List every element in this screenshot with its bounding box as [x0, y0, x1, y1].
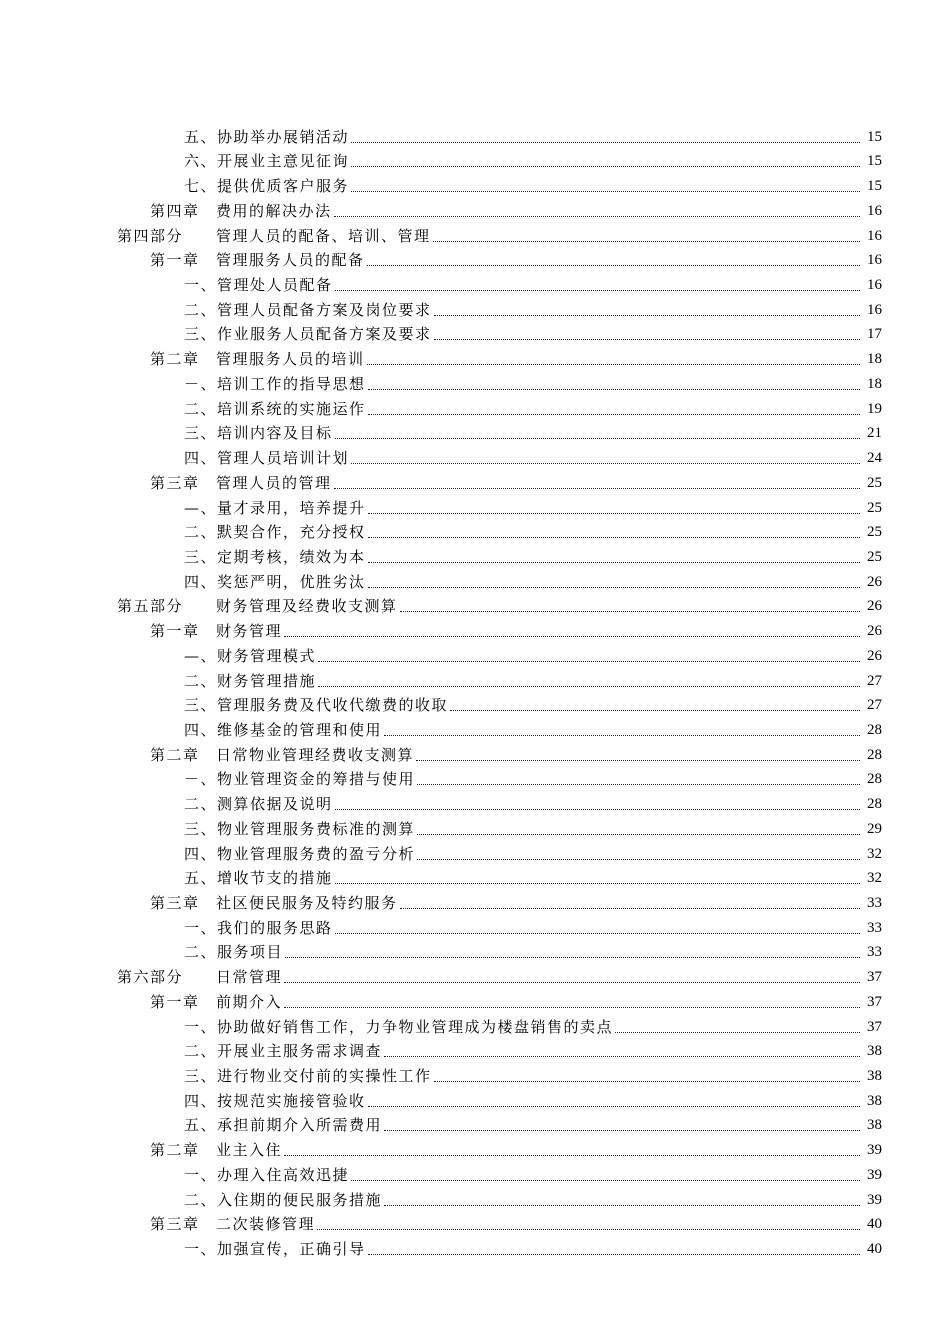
toc-section-entry[interactable] — [0, 813, 950, 838]
toc-entry-title: 四、按规范实施接管验收 — [184, 1091, 366, 1110]
toc-entry-title: 第一章 管理服务人员的配备 — [150, 251, 365, 270]
dot-leader — [384, 1120, 860, 1131]
toc-entry-title: 一、办理入住高效迅捷 — [184, 1165, 350, 1184]
dot-leader — [416, 750, 860, 761]
dot-leader — [351, 181, 860, 192]
toc-entry-title: 二、测算依据及说明 — [184, 795, 333, 814]
toc-section-entry[interactable] — [0, 393, 950, 418]
toc-section-entry[interactable] — [0, 146, 950, 171]
toc-entry-page-number: 39 — [867, 1166, 882, 1183]
dot-leader — [335, 428, 860, 439]
toc-entry-page-number: 18 — [867, 375, 882, 392]
toc-entry-title: 三、管理服务费及代收代缴费的收取 — [184, 696, 449, 715]
toc-part-entry[interactable] — [0, 591, 950, 616]
toc-entry-page-number: 17 — [867, 326, 882, 343]
dot-leader — [417, 849, 860, 860]
toc-chapter-entry[interactable] — [0, 467, 950, 492]
toc-entry-title: 第二章 业主入住 — [150, 1141, 283, 1160]
toc-entry-page-number: 16 — [867, 252, 882, 269]
dot-leader — [334, 478, 860, 489]
toc-entry-page-number: 27 — [867, 697, 882, 714]
toc-entry-title: 四、奖惩严明，优胜劣汰 — [184, 572, 366, 591]
toc-entry-title: 第六部分 日常管理 — [117, 968, 283, 987]
dot-leader — [434, 329, 860, 340]
toc-section-entry[interactable] — [0, 492, 950, 517]
toc-entry-page-number: 16 — [867, 301, 882, 318]
toc-entry-page-number: 25 — [867, 548, 882, 565]
dot-leader — [384, 725, 860, 736]
toc-entry-title: 三、进行物业交付前的实操性工作 — [184, 1067, 432, 1086]
toc-chapter-entry[interactable] — [0, 887, 950, 912]
toc-section-entry[interactable] — [0, 170, 950, 195]
dot-leader — [318, 651, 860, 662]
dot-leader — [450, 700, 860, 711]
toc-section-entry[interactable] — [0, 566, 950, 591]
dot-leader — [335, 923, 860, 934]
toc-entry-title: 三、物业管理服务费标准的测算 — [184, 819, 416, 838]
toc-entry-title: 二、默契合作，充分授权 — [184, 523, 366, 542]
toc-entry-page-number: 29 — [867, 820, 882, 837]
toc-section-entry[interactable] — [0, 714, 950, 739]
toc-entry-title: —、财务管理模式 — [184, 646, 317, 665]
toc-section-entry[interactable] — [0, 1011, 950, 1036]
dot-leader — [400, 601, 860, 612]
toc-entry-page-number: 24 — [867, 450, 882, 467]
toc-chapter-entry[interactable] — [0, 739, 950, 764]
dot-leader — [351, 132, 860, 143]
toc-entry-page-number: 38 — [867, 1043, 882, 1060]
toc-entry-title: —、量才录用，培养提升 — [184, 498, 366, 517]
dot-leader — [367, 255, 860, 266]
toc-entry-page-number: 26 — [867, 647, 882, 664]
toc-entry-title: 第一章 前期介入 — [150, 992, 283, 1011]
toc-entry-title: 第二章 管理服务人员的培训 — [150, 350, 365, 369]
toc-section-entry[interactable] — [0, 863, 950, 888]
dot-leader — [317, 1219, 860, 1230]
toc-entry-page-number: 28 — [867, 771, 882, 788]
toc-entry-page-number: 25 — [867, 499, 882, 516]
toc-entry-title: 第一章 财务管理 — [150, 622, 283, 641]
toc-entry-title: 第三章 管理人员的管理 — [150, 473, 332, 492]
toc-section-entry[interactable] — [0, 319, 950, 344]
dot-leader — [368, 527, 860, 538]
toc-section-entry[interactable] — [0, 1159, 950, 1184]
toc-chapter-entry[interactable] — [0, 615, 950, 640]
toc-entry-title: 五、承担前期介入所需费用 — [184, 1116, 383, 1135]
toc-entry-title: 二、服务项目 — [184, 943, 284, 962]
toc-entry-title: 五、增收节支的措施 — [184, 869, 333, 888]
toc-section-entry[interactable] — [0, 1184, 950, 1209]
toc-section-entry[interactable] — [0, 640, 950, 665]
toc-chapter-entry[interactable] — [0, 245, 950, 270]
toc-entry-page-number: 38 — [867, 1068, 882, 1085]
toc-entry-title: 一、加强宣传，正确引导 — [184, 1240, 366, 1259]
dot-leader — [284, 626, 860, 637]
dot-leader — [433, 231, 860, 242]
toc-entry-title: 一、协助做好销售工作，力争物业管理成为楼盘销售的卖点 — [184, 1017, 614, 1036]
toc-entry-page-number: 37 — [867, 969, 882, 986]
dot-leader — [284, 972, 860, 983]
toc-entry-title: 一、管理处人员配备 — [184, 276, 333, 295]
toc-entry-page-number: 40 — [867, 1216, 882, 1233]
toc-entry-title: 第二章 日常物业管理经费收支测算 — [150, 745, 415, 764]
toc-entry-page-number: 15 — [867, 178, 882, 195]
dot-leader — [284, 1145, 860, 1156]
dot-leader — [400, 898, 860, 909]
toc-entry-title: 七、提供优质客户服务 — [184, 177, 350, 196]
dot-leader — [384, 1046, 860, 1057]
toc-chapter-entry[interactable] — [0, 1209, 950, 1234]
toc-entry-page-number: 32 — [867, 870, 882, 887]
toc-entry-title: 二、开展业主服务需求调查 — [184, 1042, 383, 1061]
toc-section-entry[interactable] — [0, 418, 950, 443]
toc-entry-title: 三、定期考核，绩效为本 — [184, 547, 366, 566]
toc-entry-title: 五、协助举办展销活动 — [184, 127, 350, 146]
dot-leader — [368, 1244, 860, 1255]
toc-entry-title: 四、物业管理服务费的盈亏分析 — [184, 844, 416, 863]
toc-entry-title: －、培训工作的指导思想 — [184, 374, 366, 393]
toc-section-entry[interactable] — [0, 788, 950, 813]
dot-leader — [335, 280, 860, 291]
toc-entry-page-number: 21 — [867, 425, 882, 442]
toc-chapter-entry[interactable] — [0, 195, 950, 220]
toc-entry-title: 第四部分 管理人员的配备、培训、管理 — [117, 226, 431, 245]
toc-entry-page-number: 37 — [867, 993, 882, 1010]
toc-entry-page-number: 18 — [867, 351, 882, 368]
dot-leader — [334, 206, 860, 217]
dot-leader — [285, 947, 860, 958]
toc-entry-page-number: 32 — [867, 845, 882, 862]
toc-entry-page-number: 38 — [867, 1092, 882, 1109]
toc-entry-title: 第五部分 财务管理及经费收支测算 — [117, 597, 398, 616]
toc-part-entry[interactable] — [0, 961, 950, 986]
dot-leader — [284, 997, 860, 1008]
toc-entry-page-number: 28 — [867, 721, 882, 738]
toc-section-entry[interactable] — [0, 1036, 950, 1061]
toc-entry-page-number: 26 — [867, 573, 882, 590]
toc-entry-title: 二、入住期的便民服务措施 — [184, 1190, 383, 1209]
toc-entry-title: 六、开展业主意见征询 — [184, 152, 350, 171]
toc-section-entry[interactable] — [0, 937, 950, 962]
toc-section-entry[interactable] — [0, 912, 950, 937]
toc-entry-page-number: 26 — [867, 598, 882, 615]
toc-entry-page-number: 40 — [867, 1241, 882, 1258]
toc-entry-title: 二、财务管理措施 — [184, 671, 317, 690]
toc-entry-title: 三、培训内容及目标 — [184, 424, 333, 443]
toc-entry-title: 四、管理人员培训计划 — [184, 449, 350, 468]
dot-leader — [417, 774, 860, 785]
table-of-contents — [0, 121, 950, 1258]
toc-section-entry[interactable] — [0, 665, 950, 690]
toc-section-entry[interactable] — [0, 1060, 950, 1085]
toc-entry-page-number: 25 — [867, 474, 882, 491]
toc-entry-page-number: 39 — [867, 1142, 882, 1159]
toc-entry-page-number: 16 — [867, 202, 882, 219]
dot-leader — [417, 824, 860, 835]
dot-leader — [434, 1071, 860, 1082]
dot-leader — [368, 503, 860, 514]
toc-entry-page-number: 16 — [867, 277, 882, 294]
toc-entry-title: 第三章 社区便民服务及特约服务 — [150, 894, 398, 912]
dot-leader — [368, 379, 860, 390]
toc-section-entry[interactable] — [0, 838, 950, 863]
toc-entry-title: 四、维修基金的管理和使用 — [184, 720, 383, 739]
toc-chapter-entry[interactable] — [0, 343, 950, 368]
toc-part-entry[interactable] — [0, 220, 950, 245]
toc-entry-page-number: 19 — [867, 400, 882, 417]
toc-section-entry[interactable] — [0, 1085, 950, 1110]
toc-section-entry[interactable] — [0, 690, 950, 715]
toc-entry-page-number: 15 — [867, 128, 882, 145]
toc-entry-page-number: 37 — [867, 1018, 882, 1035]
toc-entry-page-number: 16 — [867, 227, 882, 244]
dot-leader — [335, 873, 860, 884]
toc-section-entry[interactable] — [0, 269, 950, 294]
toc-entry-page-number: 33 — [867, 944, 882, 961]
dot-leader — [434, 305, 860, 316]
toc-entry-page-number: 28 — [867, 746, 882, 763]
toc-entry-page-number: 15 — [867, 153, 882, 170]
toc-entry-title: －、物业管理资金的筹措与使用 — [184, 770, 416, 789]
toc-entry-page-number: 33 — [867, 895, 882, 911]
toc-section-entry[interactable] — [0, 1233, 950, 1258]
toc-entry-page-number: 38 — [867, 1117, 882, 1134]
dot-leader — [351, 453, 860, 464]
toc-chapter-entry[interactable] — [0, 1134, 950, 1159]
toc-section-entry[interactable] — [0, 121, 950, 146]
dot-leader — [351, 156, 860, 167]
toc-entry-page-number: 33 — [867, 919, 882, 936]
dot-leader — [367, 354, 860, 365]
toc-entry-page-number: 26 — [867, 623, 882, 640]
dot-leader — [368, 1096, 860, 1107]
toc-entry-title: 三、作业服务人员配备方案及要求 — [184, 325, 432, 344]
toc-section-entry[interactable] — [0, 764, 950, 789]
dot-leader — [335, 799, 860, 810]
dot-leader — [384, 1195, 860, 1206]
toc-chapter-entry[interactable] — [0, 986, 950, 1011]
dot-leader — [615, 1022, 860, 1033]
toc-section-entry[interactable] — [0, 517, 950, 542]
toc-entry-title: 二、管理人员配备方案及岗位要求 — [184, 300, 432, 319]
toc-section-entry[interactable] — [0, 1110, 950, 1135]
dot-leader — [351, 1170, 860, 1181]
dot-leader — [368, 404, 860, 415]
toc-entry-page-number: 28 — [867, 796, 882, 813]
toc-section-entry[interactable] — [0, 541, 950, 566]
dot-leader — [318, 676, 860, 687]
toc-entry-page-number: 39 — [867, 1191, 882, 1208]
toc-entry-title: 第四章 费用的解决办法 — [150, 201, 332, 220]
toc-entry-page-number: 25 — [867, 524, 882, 541]
toc-entry-title: 二、培训系统的实施运作 — [184, 399, 366, 418]
toc-section-entry[interactable] — [0, 368, 950, 393]
dot-leader — [368, 577, 860, 588]
toc-entry-title: 一、我们的服务思路 — [184, 918, 333, 937]
toc-section-entry[interactable] — [0, 294, 950, 319]
toc-section-entry[interactable] — [0, 442, 950, 467]
toc-entry-title: 第三章 二次装修管理 — [150, 1215, 316, 1234]
dot-leader — [368, 552, 860, 563]
toc-entry-page-number: 27 — [867, 672, 882, 689]
